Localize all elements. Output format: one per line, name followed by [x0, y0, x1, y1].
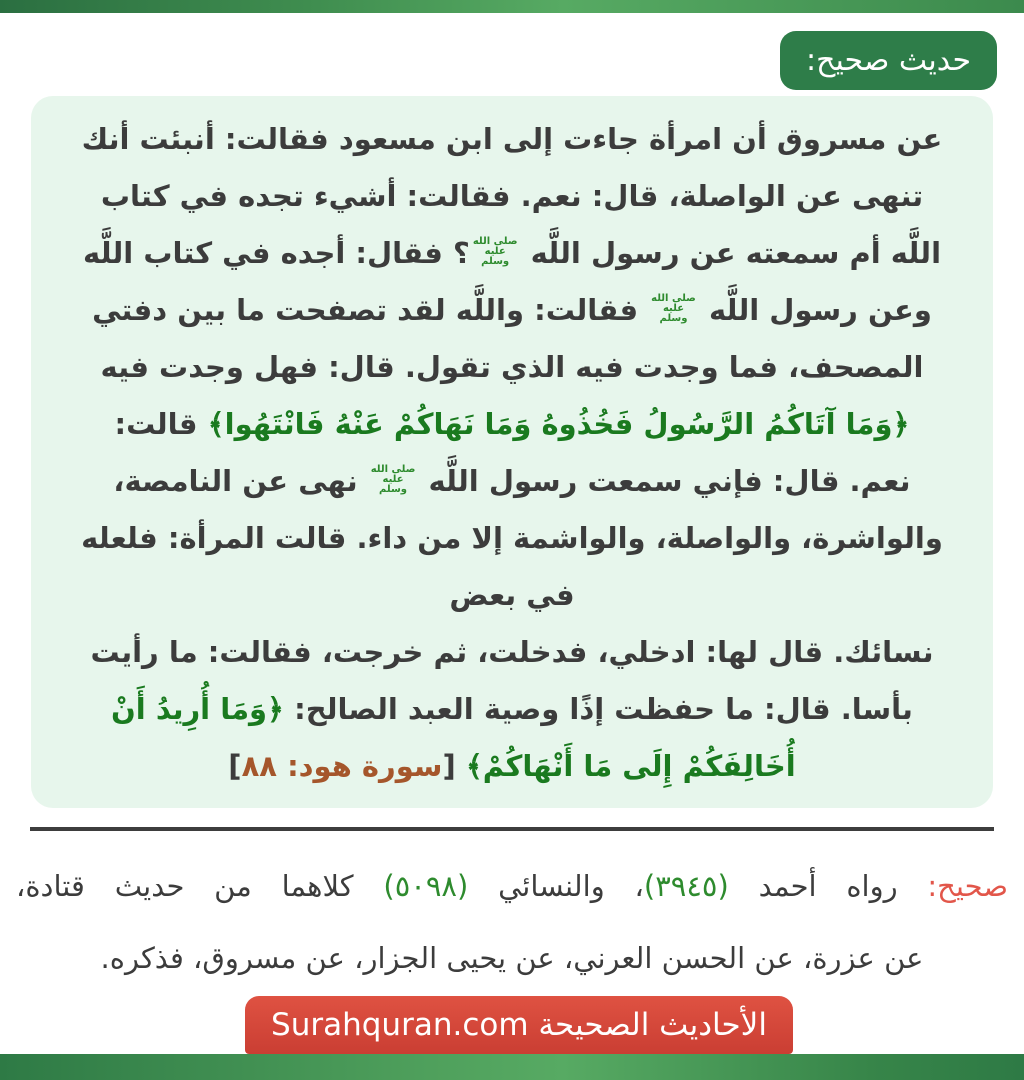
text-segment: ﴿وَمَا آتَاكُمُ الرَّسُولُ فَخُذُوهُ وَمَا نَهَاكُمْ عَنْهُ فَانْتَهُوا﴾	[207, 407, 910, 441]
title-badge-label: حديث صحيح:	[806, 43, 971, 78]
hadith-line	[59, 624, 965, 681]
hadith-line	[59, 738, 965, 795]
separator-line	[30, 827, 994, 831]
text-segment: ﴿وَمَا أُرِيدُ أَنْ	[111, 692, 285, 726]
text-segment: سورة هود: ٨٨	[241, 749, 443, 783]
text-segment: اللَّه أم سمعته عن رسول اللَّه	[520, 236, 942, 270]
hadith-text	[59, 111, 965, 795]
grading-text	[16, 850, 1008, 994]
hadith-card	[31, 96, 993, 808]
text-segment: ؟ فقال: أجده في كتاب اللَّه	[82, 236, 470, 270]
text-segment: تنهى عن الواصلة، قال: نعم. فقالت: أشيء تجده في كتاب	[100, 179, 924, 213]
site-badge-label: الأحاديث الصحيحة Surahquran.com	[271, 1007, 767, 1043]
hadith-line	[59, 510, 965, 567]
top-decorative-bar	[0, 0, 1024, 13]
pbuh-ligature: صلى الله عليه وسلم	[651, 293, 696, 324]
text-segment: (٥٠٩٨)	[383, 869, 469, 903]
hadith-line	[59, 396, 965, 453]
hadith-line	[59, 453, 965, 510]
text-segment: أُخَالِفَكُمْ إِلَى مَا أَنْهَاكُمْ﴾	[465, 749, 796, 783]
text-segment: ، والنسائي	[468, 869, 644, 903]
text-segment: (٣٩٤٥)	[643, 869, 729, 903]
text-segment: عن مسروق أن امرأة جاءت إلى ابن مسعود فقالت: أنبئت أنك	[81, 122, 943, 156]
hadith-line	[59, 225, 965, 282]
text-segment: قالت:	[114, 407, 208, 441]
text-segment: نسائك. قال لها: ادخلي، فدخلت، ثم خرجت، فقالت: ما رأيت	[90, 635, 934, 669]
text-segment: عن عزرة، عن الحسن العرني، عن يحيى الجزار، عن مسروق، فذكره.	[100, 941, 924, 975]
grading-line	[16, 850, 1008, 922]
hadith-line	[59, 339, 965, 396]
text-segment: نعم. قال: فإني سمعت رسول اللَّه	[418, 464, 911, 498]
text-segment: والواشرة، والواصلة، والواشمة إلا من داء. قالت المرأة: فلعله	[81, 521, 943, 555]
text-segment: في بعض	[449, 578, 575, 612]
hadith-line	[59, 567, 965, 624]
text-segment: المصحف، فما وجدت فيه الذي تقول. قال: فهل وجدت فيه	[100, 350, 924, 384]
pbuh-ligature: صلى الله عليه وسلم	[370, 464, 416, 495]
title-badge	[780, 31, 997, 90]
hadith-line	[59, 681, 965, 738]
hadith-line	[59, 168, 965, 225]
text-segment: [	[442, 749, 466, 783]
text-segment: وعن رسول اللَّه	[698, 293, 932, 327]
text-segment: ]	[228, 749, 242, 783]
text-segment: كلاهما من حديث قتادة،	[16, 869, 384, 903]
hadith-line	[59, 282, 965, 339]
site-badge	[245, 996, 793, 1054]
text-segment: صحيح:	[927, 869, 1008, 903]
text-segment: نهى عن النامصة،	[113, 464, 368, 498]
text-segment: بأسا. قال: ما حفظت إذًا وصية العبد الصالح:	[284, 692, 913, 726]
text-segment: فقالت: واللَّه لقد تصفحت ما بين دفتي	[92, 293, 649, 327]
pbuh-ligature: صلى الله عليه وسلم	[472, 236, 518, 267]
text-segment: رواه أحمد	[728, 869, 928, 903]
grading-line	[16, 922, 1008, 994]
bottom-decorative-bar	[0, 1054, 1024, 1080]
hadith-line	[59, 111, 965, 168]
